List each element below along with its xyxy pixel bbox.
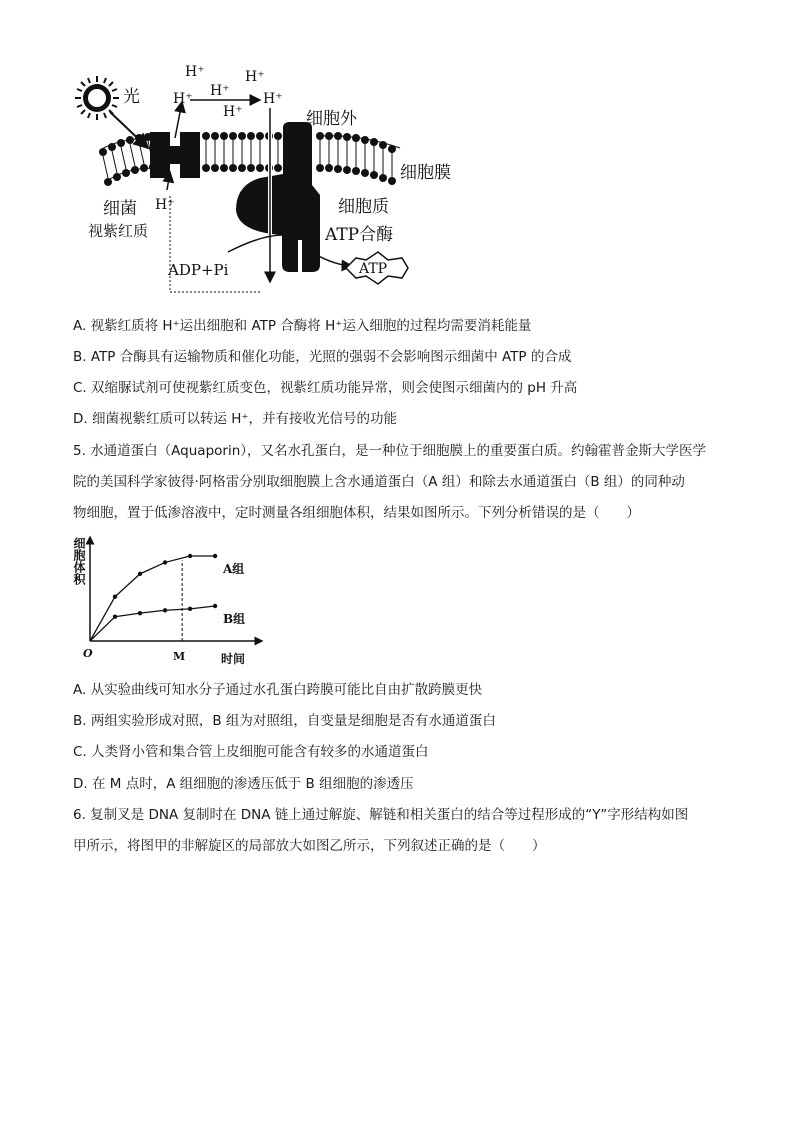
series-a-point bbox=[188, 554, 192, 558]
series-a-point bbox=[213, 554, 217, 558]
q5-option-c: C. 人类肾小管和集合管上皮细胞可能含有较多的水通道蛋白 bbox=[73, 744, 429, 760]
bacteria-label: 细菌 bbox=[103, 199, 137, 219]
q5-stem-line-3: 物细胞，置于低渗溶液中，定时测量各组细胞体积，结果如图所示。下列分析错误的是（ ） bbox=[73, 505, 640, 521]
outside-label: 细胞外 bbox=[306, 109, 357, 129]
lipid-bilayer-right bbox=[316, 132, 400, 185]
chart-origin-label: O bbox=[83, 647, 93, 660]
series-b-point bbox=[138, 611, 142, 615]
proton-label-7: H⁺ bbox=[155, 197, 175, 213]
rhodopsin-label: 视紫红质 bbox=[88, 222, 149, 240]
q4-option-a: A. 视紫红质将 H⁺运出细胞和 ATP 合酶将 H⁺运入细胞的过程均需要消耗能量 bbox=[73, 318, 532, 334]
q4-option-b: B. ATP 合酶具有运输物质和催化功能，光照的强弱不会影响图示细菌中 ATP 的合成 bbox=[73, 349, 572, 365]
series-b-point bbox=[113, 615, 117, 619]
series-a-point bbox=[163, 560, 167, 564]
q5-stem-line-1: 5. 水通道蛋白（Aquaporin），又名水孔蛋白，是一种位于细胞膜上的重要蛋白质。约翰霍普金斯大学医学 bbox=[73, 443, 707, 459]
q4-option-d: D. 细菌视紫红质可以转运 H⁺，并有接收光信号的功能 bbox=[73, 411, 398, 427]
q5-option-d: D. 在 M 点时，A 组细胞的渗透压低于 B 组细胞的渗透压 bbox=[73, 776, 414, 792]
q4-option-c: C. 双缩脲试剂可使视紫红质变色，视紫红质功能异常，则会使图示细菌内的 pH 升高 bbox=[73, 380, 578, 396]
bacteriorhodopsin-protein bbox=[150, 132, 200, 178]
proton-label-5: H⁺ bbox=[263, 91, 283, 107]
q5-option-a: A. 从实验曲线可知水分子通过水孔蛋白跨膜可能比自由扩散跨膜更快 bbox=[73, 682, 483, 698]
series-b-point bbox=[213, 604, 217, 608]
series-a-line bbox=[90, 556, 215, 641]
series-b-label: B组 bbox=[223, 612, 246, 626]
proton-label-6: H⁺ bbox=[223, 104, 243, 120]
light-label: 光 bbox=[123, 87, 140, 107]
proton-label-2: H⁺ bbox=[245, 69, 265, 85]
membrane-label: 细胞膜 bbox=[400, 163, 451, 183]
proton-label-4: H⁺ bbox=[173, 91, 193, 107]
chart-xlabel: 时间 bbox=[221, 652, 246, 666]
atp-synthase-label: ATP合酶 bbox=[325, 225, 394, 245]
membrane-figure bbox=[70, 60, 490, 305]
q6-stem-line-2: 甲所示，将图甲的非解旋区的局部放大如图乙所示，下列叙述正确的是（ ） bbox=[73, 838, 546, 854]
proton-label-1: H⁺ bbox=[185, 64, 205, 80]
series-a-point bbox=[113, 595, 117, 599]
series-b-point bbox=[163, 608, 167, 612]
chart-marker-label: M bbox=[173, 650, 186, 663]
lipid-bilayer-left bbox=[99, 133, 157, 186]
q5-stem-line-2: 院的美国科学家彼得·阿格雷分别取细胞膜上含水通道蛋白（A 组）和除去水通道蛋白（B 组）的同种动 bbox=[73, 474, 685, 490]
atp-label: ATP bbox=[359, 261, 388, 277]
cytoplasm-label: 细胞质 bbox=[338, 197, 389, 217]
series-a-point bbox=[138, 572, 142, 576]
series-b-point bbox=[188, 607, 192, 611]
series-a-label: A组 bbox=[223, 562, 245, 576]
proton-label-3: H⁺ bbox=[210, 83, 230, 99]
chart-ylabel: 细胞体积 bbox=[72, 537, 86, 585]
q6-stem-line-1: 6. 复制叉是 DNA 复制时在 DNA 链上通过解旋、解链和相关蛋白的结合等过程形成的“Y”字形结构如图 bbox=[73, 807, 689, 823]
series-b-line bbox=[90, 606, 215, 641]
adp-pi-label: ADP+Pi bbox=[168, 261, 229, 279]
q5-option-b: B. 两组实验形成对照，B 组为对照组，自变量是细胞是否有水通道蛋白 bbox=[73, 713, 496, 729]
cell-volume-chart bbox=[68, 535, 268, 670]
